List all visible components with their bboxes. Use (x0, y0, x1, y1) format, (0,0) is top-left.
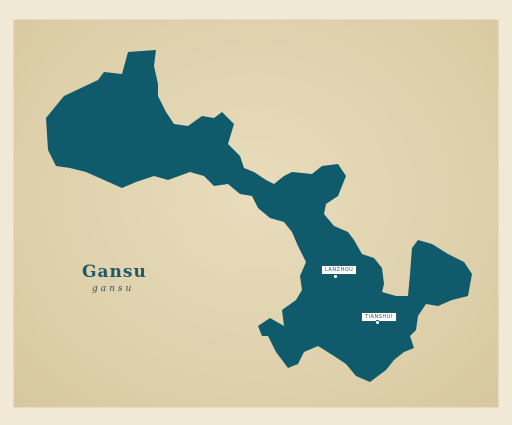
city-marker-lanzhou (333, 274, 338, 279)
city-marker-tianshui (375, 320, 380, 325)
city-label-lanzhou: LANZHOU (321, 265, 357, 275)
gansu-province-shape[interactable] (46, 50, 472, 382)
province-title: Gansu (82, 262, 147, 282)
city-label-tianshui: TIANSHUI (361, 312, 397, 322)
province-subtitle: gansu (92, 284, 135, 294)
